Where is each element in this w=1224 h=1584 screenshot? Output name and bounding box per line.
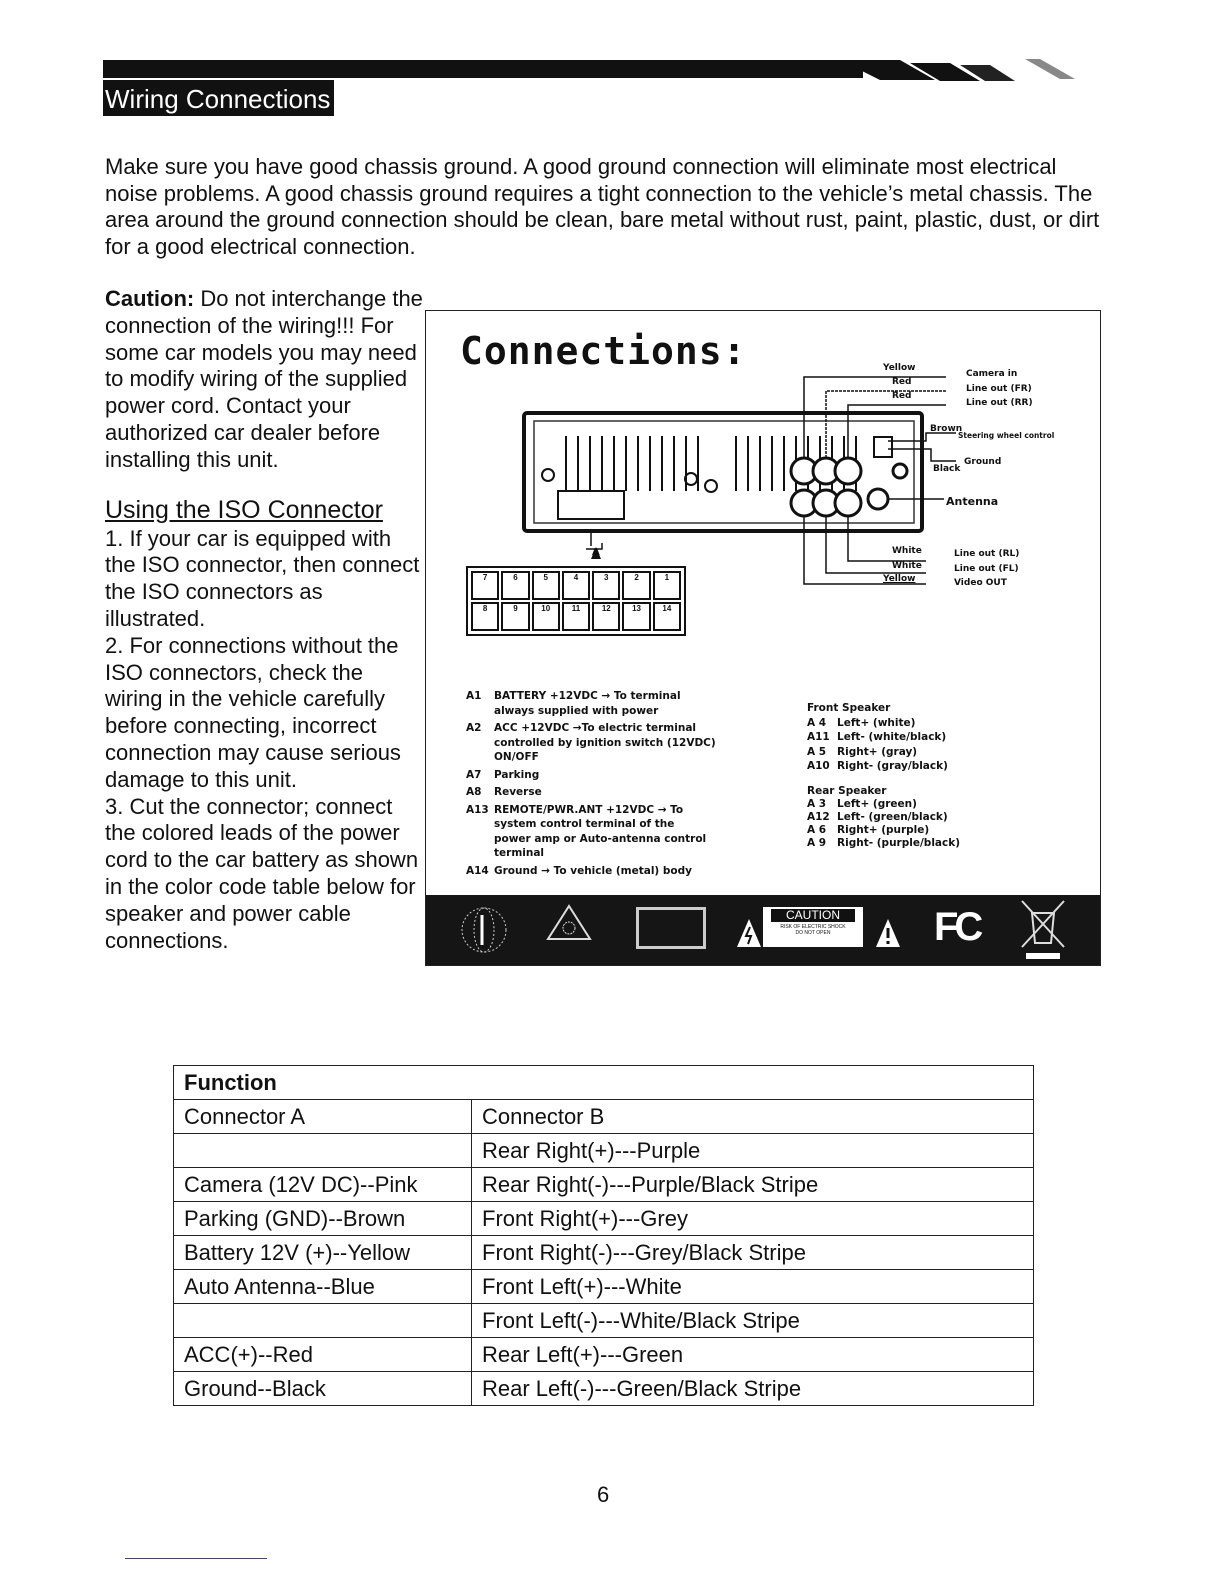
pin-descriptions	[466, 689, 716, 881]
pin-text-cont: ON/OFF	[494, 751, 539, 763]
exclamation-warning-icon	[875, 917, 901, 949]
table-row	[174, 1134, 1034, 1168]
speaker-item: A 5 Right+ (gray)	[807, 745, 918, 758]
table-row	[174, 1270, 1034, 1304]
connector-b-cell: Front Right(+)---Grey	[472, 1202, 1034, 1236]
connector-b-cell: Rear Left(+)---Green	[472, 1338, 1034, 1372]
connector-a-cell	[174, 1134, 472, 1168]
pin-text: Ground → To vehicle (metal) body	[494, 864, 692, 877]
pin: 10	[532, 602, 560, 631]
wiring-color-table	[173, 1065, 1034, 1406]
pin-text: Parking	[494, 768, 540, 781]
pin-desc-item	[466, 864, 716, 879]
output-line-out-rl: Line out (RL)	[954, 549, 1020, 559]
pin: 4	[562, 571, 590, 600]
wire-white-rl: White	[892, 546, 922, 556]
iso-step: 2. For connections without the ISO connectors, check the wiring in the vehicle carefully before connecting, incorrect connection may cause serious damage to this unit.	[105, 632, 401, 792]
output-line-out-rr: Line out (RR)	[966, 398, 1033, 408]
pin-text: ACC +12VDC →To electric terminal	[494, 722, 697, 734]
speaker-item: A 9 Right- (purple/black)	[807, 837, 961, 849]
connections-diagram	[425, 310, 1101, 966]
connector-a-cell: Camera (12V DC)--Pink	[174, 1168, 472, 1202]
pin-text-cont: terminal	[494, 847, 545, 859]
connector-b-cell: Rear Right(-)---Purple/Black Stripe	[472, 1168, 1034, 1202]
pin-id: A7	[466, 768, 482, 781]
header-bar	[103, 60, 863, 78]
speaker-item: A11 Left- (white/black)	[807, 731, 947, 743]
connector-b-cell: Front Right(-)---Grey/Black Stripe	[472, 1236, 1034, 1270]
output-video-out: Video OUT	[954, 578, 1007, 588]
table-row	[174, 1168, 1034, 1202]
connector-b-cell: Rear Left(-)---Green/Black Stripe	[472, 1372, 1034, 1406]
connector-b-cell: Rear Right(+)---Purple	[472, 1134, 1034, 1168]
pin: 5	[532, 571, 560, 600]
caution-label: Caution:	[105, 286, 195, 311]
pin: 1	[653, 571, 681, 600]
connector-b-cell: Front Left(+)---White	[472, 1270, 1034, 1304]
caution-line2: DO NOT OPEN	[795, 930, 831, 936]
connector-a-cell: Parking (GND)--Brown	[174, 1202, 472, 1236]
fcc-logo: FC	[934, 905, 980, 949]
output-ground: Ground	[964, 457, 1002, 467]
speaker-item: A12 Left- (green/black)	[807, 811, 948, 823]
pin-desc-item	[466, 689, 716, 718]
wire-white-fl: White	[892, 561, 922, 571]
pin: 9	[501, 602, 529, 631]
table-row	[174, 1372, 1034, 1406]
column-connector-a: Connector A	[174, 1100, 472, 1134]
certification-bar	[426, 895, 1100, 965]
pin-text-cont: power amp or Auto-antenna control	[494, 832, 707, 845]
header-stripes	[840, 55, 1100, 85]
speaker-item: A 6 Right+ (purple)	[807, 824, 930, 836]
output-camera-in: Camera in	[966, 369, 1018, 379]
output-antenna: Antenna	[946, 495, 999, 508]
pin: 7	[471, 571, 499, 600]
pin-text-cont: system control terminal of the	[494, 818, 675, 830]
pin: 3	[592, 571, 620, 600]
diagram-title: Connections:	[460, 329, 747, 373]
iso-heading: Using the ISO Connector	[105, 495, 383, 524]
laser-label-icon	[636, 907, 706, 949]
wire-red-fr: Red	[892, 377, 912, 387]
caution-text: Do not interchange the connection of the wiring!!! For some car models you may need to modify wiring of the supplied power cord. Contact your authorized car dealer before installing this unit.	[105, 286, 423, 472]
pin-text-cont: controlled by ignition switch (12VDC)	[494, 736, 716, 749]
pin-id: A8	[466, 786, 482, 798]
connector-a-cell: Auto Antenna--Blue	[174, 1270, 472, 1304]
column-connector-b: Connector B	[472, 1100, 1034, 1134]
iso-step: 1. If your car is equipped with the ISO connector, then connect the ISO connectors as illustrated.	[105, 525, 420, 631]
pin: 8	[471, 602, 499, 631]
iso-step: 3. Cut the connector; connect the colored leads of the power cord to the car battery as shown in the color code table below for speaker and power cable connections.	[105, 793, 419, 953]
left-column	[105, 286, 425, 954]
output-line-out-fr: Line out (FR)	[966, 384, 1032, 394]
table-header: Function	[174, 1066, 1034, 1100]
table-row	[174, 1202, 1034, 1236]
table-row	[174, 1338, 1034, 1372]
caution-title: CAUTION	[771, 909, 855, 922]
pin-desc-item	[466, 785, 716, 800]
pin-text: REMOTE/PWR.ANT +12VDC → To	[494, 803, 684, 816]
pin-id: A13	[466, 803, 489, 816]
footer-rule	[125, 1558, 267, 1559]
wire-yellow-camera: Yellow	[883, 363, 916, 373]
table-row	[174, 1304, 1034, 1338]
caution-label-box	[763, 907, 863, 947]
speaker-item: A 3 Left+ (green)	[807, 798, 917, 810]
page-number: 6	[597, 1482, 610, 1507]
laser-warning-icon	[544, 903, 594, 943]
globe-icon	[454, 903, 514, 957]
table-header-row	[174, 1066, 1034, 1100]
pin: 2	[622, 571, 650, 600]
pin: 14	[653, 602, 681, 631]
weee-bin-icon	[1018, 899, 1068, 961]
pin-id: A14	[466, 864, 489, 877]
front-speaker-list	[807, 701, 960, 850]
table-row	[174, 1236, 1034, 1270]
wire-red-rr: Red	[892, 391, 912, 401]
caution-paragraph	[105, 286, 425, 474]
wire-yellow-video: Yellow	[883, 574, 916, 584]
electric-shock-icon	[736, 917, 762, 949]
speaker-item: A10 Right- (gray/black)	[807, 760, 948, 772]
caution-line1: RISK OF ELECTRIC SHOCK	[780, 924, 846, 930]
pin-desc-item	[466, 768, 716, 783]
iso-connector	[466, 566, 686, 636]
pin-desc-item	[466, 721, 716, 765]
connector-a-cell: Ground--Black	[174, 1372, 472, 1406]
connector-a-label: A	[592, 547, 600, 558]
output-line-out-fl: Line out (FL)	[954, 564, 1019, 574]
wire-brown: Brown	[930, 424, 963, 434]
pin-id: A2	[466, 722, 482, 734]
pin: 11	[562, 602, 590, 631]
connector-a-cell: ACC(+)--Red	[174, 1338, 472, 1372]
front-speaker-heading: Front Speaker	[807, 702, 891, 714]
connector-a-cell	[174, 1304, 472, 1338]
pin: 6	[501, 571, 529, 600]
pin-desc-item	[466, 803, 716, 861]
rear-speaker-heading: Rear Speaker	[807, 784, 887, 797]
pin-text: Reverse	[494, 786, 542, 798]
output-steering-wheel: Steering wheel control	[958, 431, 1055, 440]
pin-text-cont: always supplied with power	[494, 704, 659, 717]
pin-id: A1	[466, 690, 482, 702]
table-column-row	[174, 1100, 1034, 1134]
pin-text: BATTERY +12VDC → To terminal	[494, 690, 681, 702]
pin: 13	[622, 602, 650, 631]
intro-paragraph: Make sure you have good chassis ground. A good ground connection will eliminate most electrical noise problems. A good chassis ground requires a tight connection to the vehicle’s metal chassis. The area around the ground connection should be clean, bare metal without rust, paint, plastic, dust, or dirt for a good electrical connection.	[105, 154, 1100, 259]
connector-a-cell: Battery 12V (+)--Yellow	[174, 1236, 472, 1270]
connector-b-cell: Front Left(-)---White/Black Stripe	[472, 1304, 1034, 1338]
wire-black: Black	[933, 464, 961, 474]
page-title: Wiring Connections	[103, 80, 334, 116]
pin: 12	[592, 602, 620, 631]
speaker-item: A 4 Left+ (white)	[807, 716, 916, 729]
